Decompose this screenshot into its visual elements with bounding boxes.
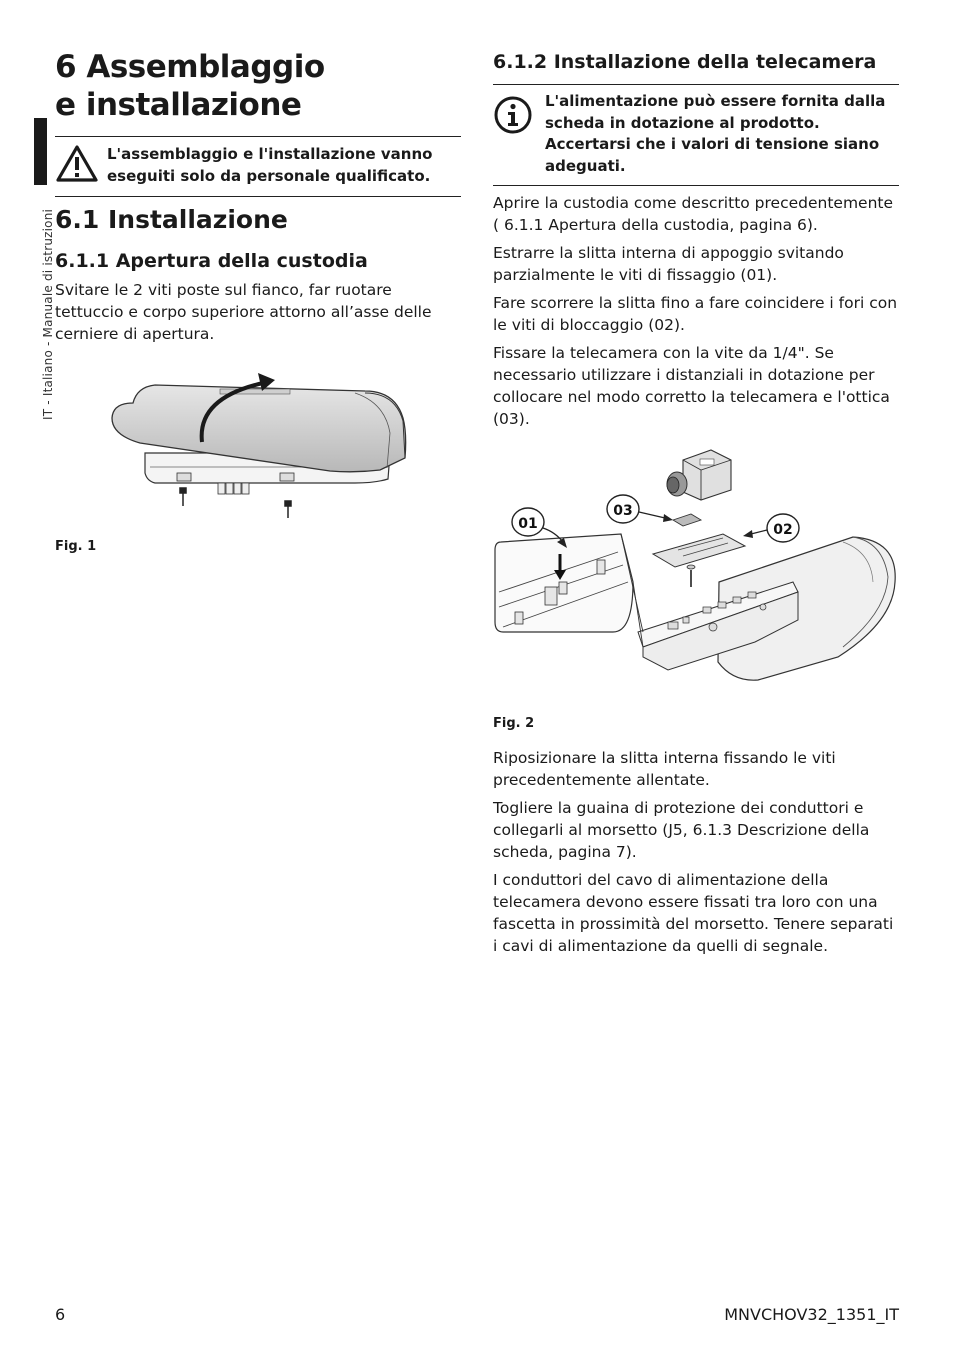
paragraph: Fare scorrere la slitta fino a fare coincidere i fori con le viti di bloccaggio (02).: [493, 294, 898, 334]
paragraph: Estrarre la slitta interna di appoggio svitando parzialmente le viti di fissaggio (01).: [493, 244, 844, 284]
figure-1: [55, 363, 461, 527]
left-column: [55, 48, 461, 554]
sidebar-label: IT - Italiano - Manuale di istruzioni: [41, 208, 55, 420]
callout-03: 03: [613, 503, 633, 519]
paragraph: Fissare la telecamera con la vite da 1/4". Se necessario utilizzare i distanziali in dotazione per collocare nel modo corretto la telecamera e l'ottica (03).: [493, 344, 890, 428]
figure-2: [493, 442, 899, 708]
warning-icon: [55, 144, 107, 188]
document-code: MNVCHOV32_1351_IT: [724, 1305, 899, 1324]
info-text: L'alimentazione può essere fornita dalla scheda in dotazione al prodotto. Accertarsi che i valori di tensione siano adeguati.: [545, 92, 886, 175]
section-title: 6.1 Installazione: [55, 205, 288, 234]
callout-02: 02: [773, 522, 793, 538]
sidebar-marker: [34, 118, 47, 185]
chapter-title: 6 Assemblaggio e installazione: [55, 49, 325, 123]
paragraph: Riposizionare la slitta interna fissando le viti precedentemente allentate.: [493, 749, 836, 789]
right-column: [493, 50, 899, 957]
instruction-paragraph: Svitare le 2 viti poste sul fianco, far ruotare tettuccio e corpo superiore attorno all’asse delle cerniere di apertura.: [55, 281, 432, 343]
paragraph: I conduttori del cavo di alimentazione della telecamera devono essere fissati tra loro con una fascetta in prossimità del morsetto. Tenere separati i cavi di alimentazione da quelli di segnale.: [493, 871, 894, 955]
warning-text: L'assemblaggio e l'installazione vanno eseguiti solo da personale qualificato.: [107, 145, 433, 185]
info-icon: [493, 91, 545, 139]
subsection-title: 6.1.1 Apertura della custodia: [55, 250, 368, 272]
warning-notice: [55, 136, 461, 197]
callout-01: 01: [518, 516, 538, 532]
figure-1-caption: Fig. 1: [55, 539, 97, 554]
figure-2-caption: Fig. 2: [493, 716, 535, 731]
info-notice: [493, 84, 899, 186]
subsection-title-2: 6.1.2 Installazione della telecamera: [493, 51, 877, 73]
page-number: 6: [55, 1305, 66, 1324]
paragraph: Aprire la custodia come descritto precedentemente ( 6.1.1 Apertura della custodia, pagina 6).: [493, 194, 894, 234]
paragraph: Togliere la guaina di protezione dei conduttori e collegarli al morsetto (J5, 6.1.3 Descrizione della scheda, pagina 7).: [493, 799, 870, 861]
